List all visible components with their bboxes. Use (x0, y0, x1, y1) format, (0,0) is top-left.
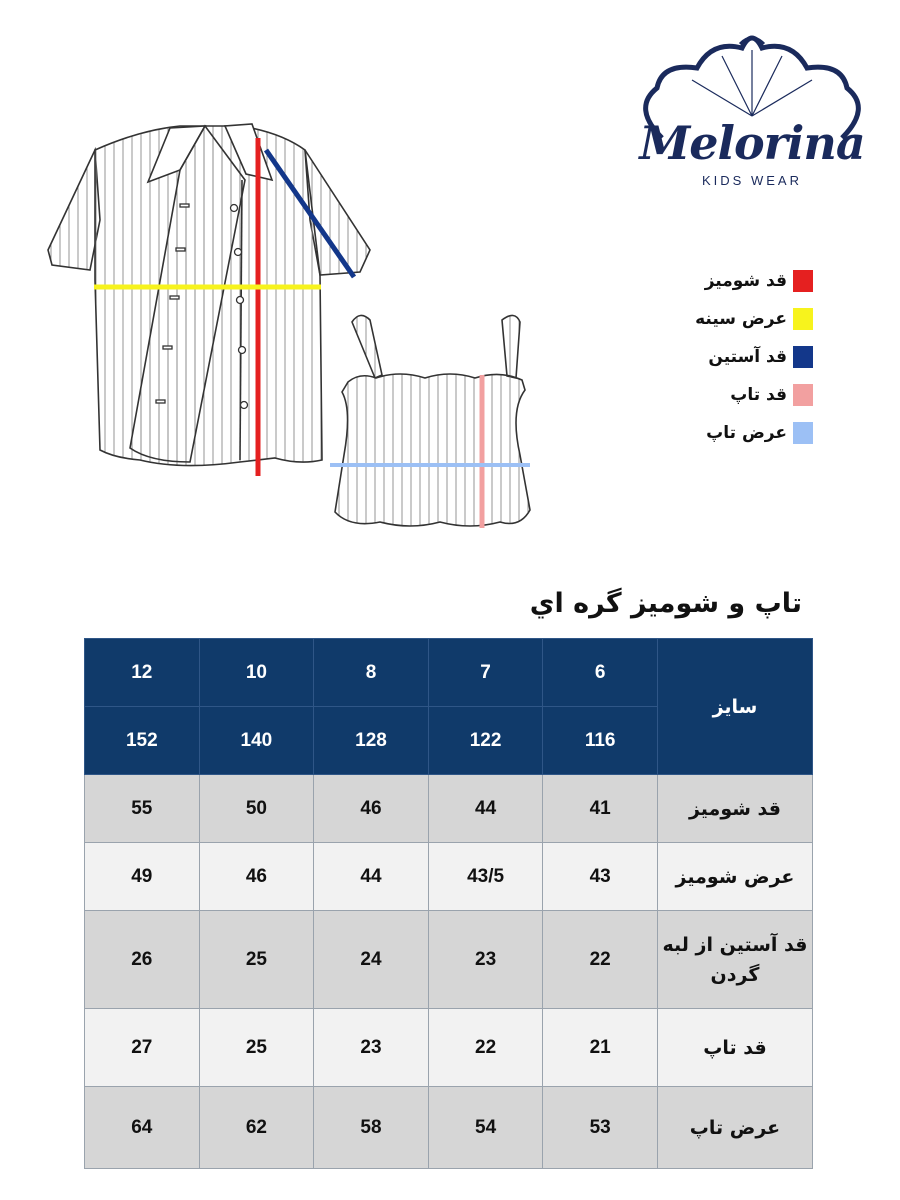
legend-swatch (793, 346, 813, 368)
legend-item (553, 338, 813, 376)
height-cell: 140 (199, 707, 314, 775)
shirt-drawing (48, 124, 370, 466)
legend-label: عرض سینه (695, 309, 787, 329)
value-cell: 24 (314, 911, 429, 1009)
value-cell: 50 (199, 775, 314, 843)
legend-swatch (793, 384, 813, 406)
height-cell: 116 (543, 707, 658, 775)
height-cell: 128 (314, 707, 429, 775)
size-chart-table (84, 638, 813, 1169)
value-cell: 43 (543, 843, 658, 911)
row-label: قد شومیز (657, 775, 812, 843)
value-cell: 64 (85, 1087, 200, 1169)
legend-label: قد شومیز (704, 271, 787, 291)
legend-label: عرض تاپ (706, 423, 787, 443)
legend-item (553, 262, 813, 300)
size-cell: 10 (199, 639, 314, 707)
value-cell: 22 (428, 1009, 543, 1087)
measurement-legend (553, 262, 813, 452)
size-cell: 8 (314, 639, 429, 707)
top-drawing (335, 315, 530, 526)
brand-tagline: KIDS WEAR (702, 173, 802, 188)
brand-logo (632, 28, 872, 193)
garment-illustration (30, 110, 550, 550)
value-cell: 46 (314, 775, 429, 843)
brand-name: Melorina (639, 116, 865, 170)
value-cell: 23 (314, 1009, 429, 1087)
value-cell: 23 (428, 911, 543, 1009)
value-cell: 21 (543, 1009, 658, 1087)
value-cell: 62 (199, 1087, 314, 1169)
legend-item (553, 376, 813, 414)
legend-label: قد آستین (708, 347, 787, 367)
value-cell: 27 (85, 1009, 200, 1087)
height-cell: 152 (85, 707, 200, 775)
size-cell: 12 (85, 639, 200, 707)
legend-item (553, 414, 813, 452)
size-cell: 6 (543, 639, 658, 707)
row-label: قد آستین از لبه گردن (657, 911, 812, 1009)
value-cell: 58 (314, 1087, 429, 1169)
value-cell: 46 (199, 843, 314, 911)
table-row (85, 1087, 813, 1169)
legend-swatch (793, 422, 813, 444)
value-cell: 26 (85, 911, 200, 1009)
row-label: عرض شومیز (657, 843, 812, 911)
value-cell: 25 (199, 1009, 314, 1087)
row-label: قد تاپ (657, 1009, 812, 1087)
value-cell: 44 (314, 843, 429, 911)
value-cell: 54 (428, 1087, 543, 1169)
value-cell: 43/5 (428, 843, 543, 911)
table-row (85, 1009, 813, 1087)
table-row (85, 843, 813, 911)
table-row (85, 775, 813, 843)
table-row (85, 911, 813, 1009)
legend-swatch (793, 308, 813, 330)
value-cell: 44 (428, 775, 543, 843)
value-cell: 22 (543, 911, 658, 1009)
row-label: عرض تاپ (657, 1087, 812, 1169)
table-title: تاپ و شومیز گره اي (529, 588, 802, 619)
size-cell: 7 (428, 639, 543, 707)
legend-swatch (793, 270, 813, 292)
legend-label: قد تاپ (730, 385, 787, 405)
value-cell: 25 (199, 911, 314, 1009)
size-column-label: سایز (657, 639, 812, 775)
value-cell: 53 (543, 1087, 658, 1169)
value-cell: 55 (85, 775, 200, 843)
height-cell: 122 (428, 707, 543, 775)
header-row-sizes (85, 639, 813, 707)
value-cell: 41 (543, 775, 658, 843)
legend-item (553, 300, 813, 338)
value-cell: 49 (85, 843, 200, 911)
